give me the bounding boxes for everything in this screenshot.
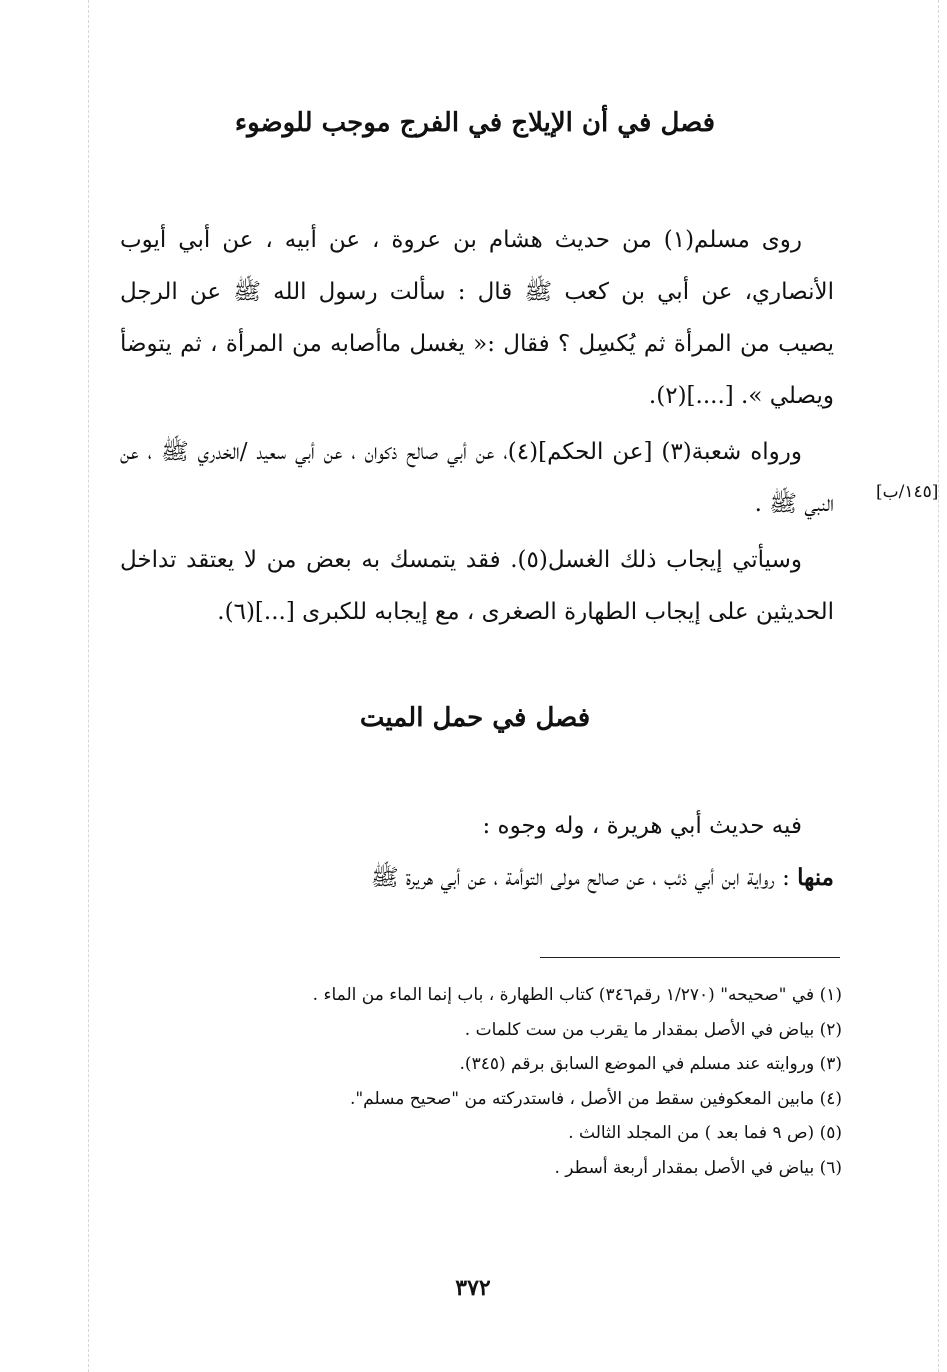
margin-folio-reference: [١٤٥/ب] bbox=[876, 482, 939, 502]
scan-guide-line-right bbox=[938, 0, 939, 1372]
footnote-3: (٣) وروايته عند مسلم في الموضع السابق برقم (٣٤٥). bbox=[459, 1054, 842, 1074]
footnote-2: (٢) بياض في الأصل بمقدار ما يقرب من ست كلمات . bbox=[464, 1019, 842, 1040]
footnotes bbox=[120, 978, 842, 1185]
paragraph-first-chain bbox=[120, 852, 834, 904]
paragraph-ghusl-obligation bbox=[120, 534, 834, 638]
footnote-6: (٦) بياض في الأصل بمقدار أربعة أسطر . bbox=[554, 1157, 842, 1178]
paragraph-text: ورواه شعبة(٣) [عن الحكم](٤)، عن أبي صالح ذكوان ، عن أبي سعيد /الخدري ﷺ ، عن النبي ﷺ . bbox=[120, 439, 834, 517]
footnote-separator bbox=[540, 957, 840, 958]
section-title-carrying-dead: فصل في حمل الميت bbox=[359, 703, 591, 733]
paragraph-text: وسيأتي إيجاب ذلك الغسل(٥). فقد يتمسك به بعض من لا يعتقد تداخل الحديثين على إيجاب الطهارة الصغرى ، مع إيجابه للكبرى [...](٦). bbox=[120, 547, 834, 625]
paragraph-intro-line: فيه حديث أبي هريرة ، وله وجوه : bbox=[482, 813, 802, 839]
lead-word: منها bbox=[797, 864, 834, 891]
page-number: ٣٧٢ bbox=[455, 1275, 491, 1301]
paragraph-text: روى مسلم(١) من حديث هشام بن عروة ، عن أبيه ، عن أبي أيوب الأنصاري، عن أبي بن كعب ﷺ قال : سألت رسول الله ﷺ عن الرجل يصيب من المرأة ثم يُكسِل ؟ فقال :« يغسل ماأصابه من المرأة ، ثم يتوضأ ويصلي ». [....](٢). bbox=[120, 227, 834, 409]
footnote-4: (٤) مابين المعكوفين سقط من الأصل ، فاستدركته من "صحيح مسلم". bbox=[349, 1088, 842, 1109]
paragraph-muslim-narration bbox=[120, 214, 834, 422]
footnote-1: (١) في "صحيحه" (١/٢٧٠ رقم٣٤٦) كتاب الطهارة ، باب إنما الماء من الماء . bbox=[312, 985, 842, 1005]
paragraph-abu-hurayra bbox=[120, 800, 834, 904]
footnote-5: (٥) (ص ٩ فما بعد ) من المجلد الثالث . bbox=[568, 1123, 842, 1143]
scan-guide-line-left bbox=[88, 0, 89, 1372]
chain-text: : رواية ابن أبي ذئب ، عن صالح مولى التوأمة ، عن أبي هريرة ﷺ bbox=[370, 865, 798, 891]
paragraph-shuba-narration bbox=[120, 426, 834, 530]
section-title-wudu: فصل في أن الإيلاج في الفرج موجب للوضوء bbox=[234, 108, 716, 138]
